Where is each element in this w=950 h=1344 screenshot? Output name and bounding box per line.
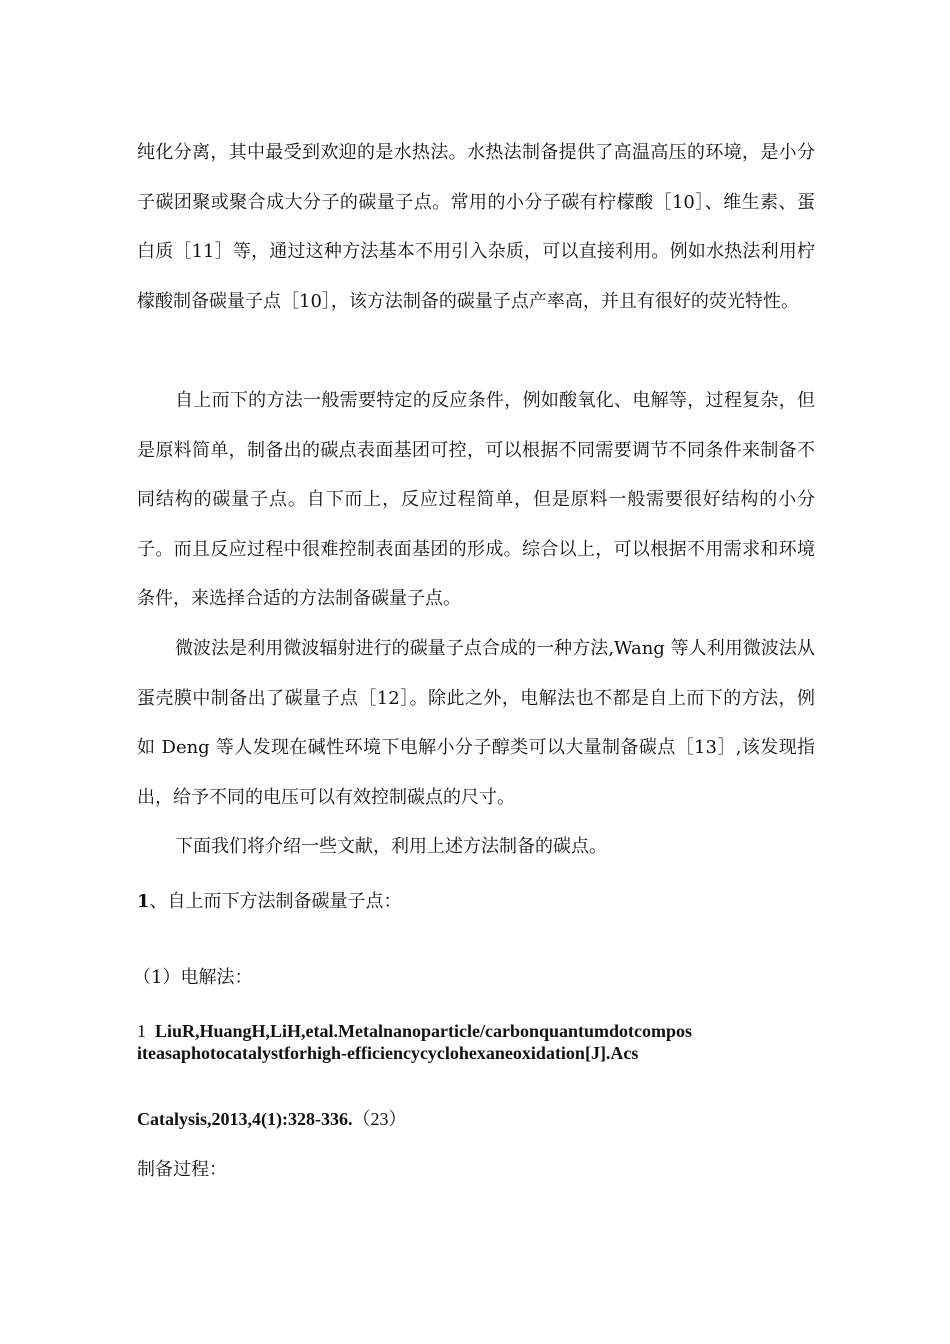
paragraph-microwave <box>137 624 815 822</box>
subsection-heading: （1）电解法： <box>133 967 253 988</box>
section-title: 、自上而下方法制备碳量子点： <box>149 891 402 912</box>
preparation-label: 制备过程： <box>137 1159 227 1180</box>
reference-index: 1 <box>137 1021 146 1041</box>
reference-text: LiuR,HuangH,LiH,etal.Metalnanoparticle/carbonquantumdotcompositeasaphotocatalystforhigh-efficiencycyclohexaneoxidation[J].Acs <box>137 1021 693 1063</box>
paragraph-text: 下面我们将介绍一些文献，利用上述方法制备的碳点。 <box>175 836 607 857</box>
paragraph-hydrothermal <box>137 128 815 326</box>
paragraph-top-down-comparison <box>137 376 815 624</box>
paragraph-intro-literature <box>137 822 815 872</box>
reference-entry <box>137 1020 697 1064</box>
section-heading <box>137 888 402 916</box>
paragraph-text: 自上而下的方法一般需要特定的反应条件，例如酸氧化、电解等，过程复杂，但是原料简单，制备出的碳点表面基团可控，可以根据不同需要调节不同条件来制备不同结构的碳量子点。自下而上，反应过程简单，但是原料一般需要很好结构的小分子。而且反应过程中很难控制表面基团的形成。综合以上，可以根据不用需求和环境条件，来选择合适的方法制备碳量子点。 <box>137 390 815 609</box>
paragraph-text: 纯化分离，其中最受到欢迎的是水热法。水热法制备提供了高温高压的环境，是小分子碳团聚或聚合成大分子的碳量子点。常用的小分子碳有柠檬酸［10］、维生素、蛋白质［11］等，通过这种方法基本不用引入杂质，可以直接利用。例如水热法利用柠檬酸制备碳量子点［10］，该方法制备的碳量子点产率高，并且有很好的荧光特性。 <box>137 142 815 312</box>
reference-note: （23） <box>352 1109 407 1129</box>
reference-journal: Catalysis,2013,4(1):328-336. <box>137 1109 353 1129</box>
paragraph-text: 微波法是利用微波辐射进行的碳量子点合成的一种方法,Wang 等人利用微波法从蛋壳膜中制备出了碳量子点［12］。除此之外，电解法也不都是自上而下的方法，例如 Deng 等人发现在碱性环境下电解小分子醇类可以大量制备碳点［13］,该发现指出，给予不同的电压可以有效控制碳点的尺寸。 <box>137 638 815 808</box>
section-number: 1 <box>137 891 150 912</box>
reference-source <box>137 1108 406 1130</box>
